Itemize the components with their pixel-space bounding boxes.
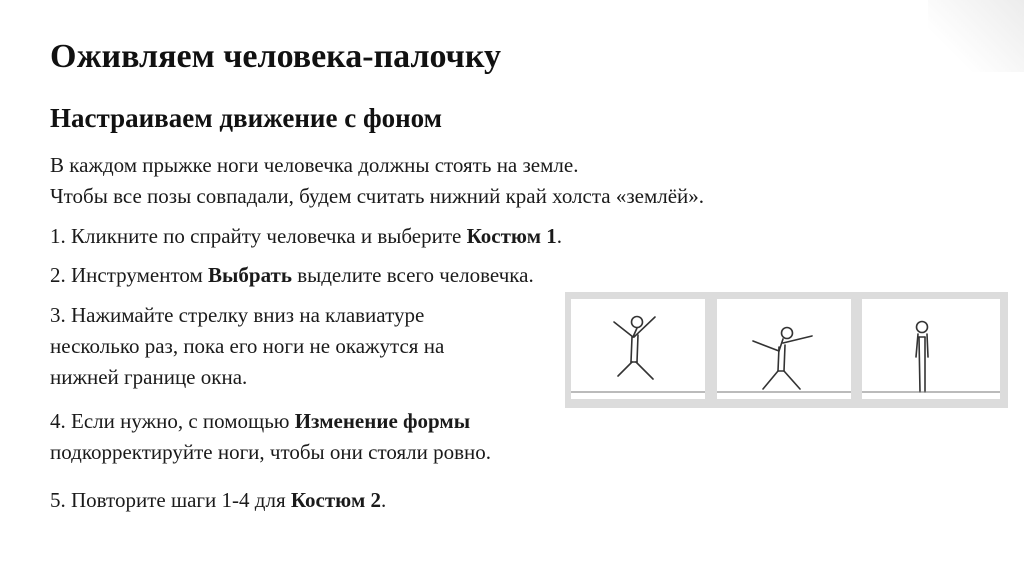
- step-5-end: .: [381, 488, 387, 512]
- step-4-line-2: подкорректируйте ноги, чтобы они стояли ровно.: [50, 440, 491, 464]
- stick-figure-land-icon: [717, 299, 851, 399]
- costume-panel-jump: [571, 299, 705, 399]
- corner-decoration: [928, 0, 1024, 72]
- costume-panel-land: [717, 299, 851, 399]
- step-2-text: Инструментом: [65, 263, 208, 287]
- slide-title: Оживляем человека-палочку: [50, 38, 501, 75]
- step-3-line-2: несколько раз, пока его ноги не окажутся на: [50, 334, 445, 358]
- step-2-bold: Выбрать: [208, 263, 292, 287]
- costume-panel-stand: [862, 299, 1000, 399]
- step-5-number: 5.: [50, 488, 66, 512]
- step-1-number: 1.: [50, 224, 66, 248]
- step-4: [50, 406, 491, 468]
- step-3-line-3: нижней границе окна.: [50, 365, 248, 389]
- step-3-number: 3.: [50, 303, 66, 327]
- step-5: [50, 485, 386, 516]
- step-1: [50, 221, 562, 252]
- costume-illustrations: [565, 292, 1008, 408]
- stick-figure-stand-icon: [862, 299, 1000, 399]
- intro-line-2: Чтобы все позы совпадали, будем считать нижний край холста «землёй».: [50, 184, 705, 208]
- step-3-line-1: Нажимайте стрелку вниз на клавиатуре: [65, 303, 425, 327]
- intro-paragraph: [50, 150, 704, 212]
- stick-figure-jump-icon: [571, 299, 705, 399]
- step-4-text: Если нужно, с помощью: [65, 409, 295, 433]
- step-1-text: Кликните по спрайту человечка и выберите: [65, 224, 467, 248]
- step-4-bold: Изменение формы: [294, 409, 471, 433]
- step-1-bold: Костюм 1: [466, 224, 557, 248]
- step-2-number: 2.: [50, 263, 66, 287]
- step-2: [50, 260, 534, 291]
- step-4-number: 4.: [50, 409, 66, 433]
- step-2-end: выделите всего человечка.: [291, 263, 534, 287]
- slide-subtitle: Настраиваем движение с фоном: [50, 103, 443, 133]
- step-1-end: .: [556, 224, 563, 248]
- step-5-bold: Костюм 2: [290, 488, 382, 512]
- step-5-text: Повторите шаги 1-4 для: [65, 488, 291, 512]
- intro-line-1: В каждом прыжке ноги человечка должны стоять на земле.: [50, 153, 579, 177]
- step-3: [50, 300, 444, 393]
